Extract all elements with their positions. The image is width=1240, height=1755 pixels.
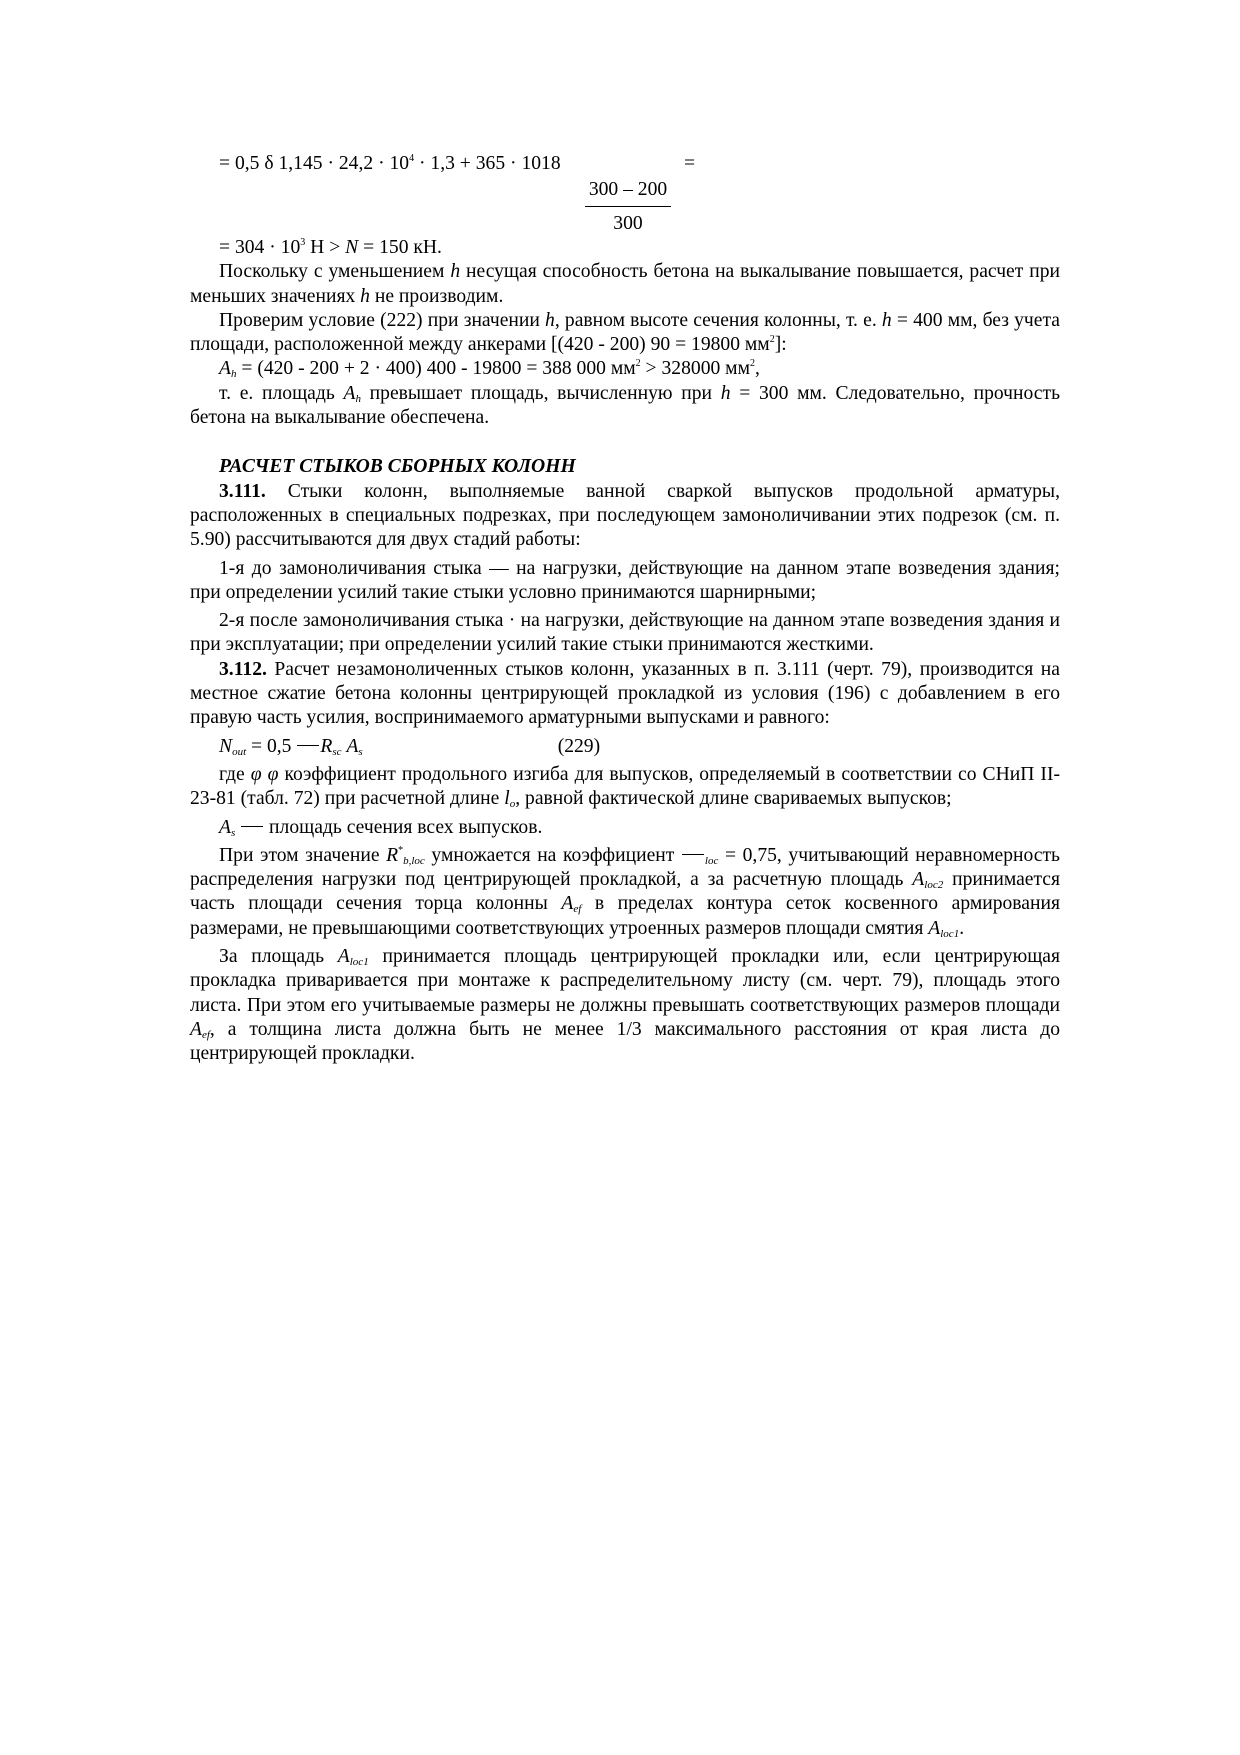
paragraph-as bbox=[190, 816, 1060, 840]
symbol-a: A bbox=[561, 893, 574, 915]
text-span: = 304 · 10 bbox=[219, 237, 301, 258]
symbol-h: h bbox=[545, 309, 555, 331]
text-span: принимается часть площади сечения торца колонны bbox=[190, 869, 1060, 915]
paragraph-phi bbox=[190, 763, 1060, 812]
paragraph-rbloc bbox=[190, 844, 1060, 941]
paragraph-3111 bbox=[190, 480, 1060, 553]
exponent: 2 bbox=[635, 358, 641, 370]
text-span: Расчет незамоноличенных стыков колонн, указанных в п. 3.111 (черт. 79), производится на местное сжатие бетона колонны центрирующей прокладкой из условия (196) с добавлением в его правую часть усилия, воспринимаемого арматурными выпусками и равного: bbox=[190, 658, 1060, 729]
text-span: При этом значение bbox=[219, 844, 387, 866]
paragraph-stage-1: 1-я до замоноличивания стыка — на нагрузки, действующие на данном этапе возведения здания; при определении усилий такие стыки условно принимаются шарнирными; bbox=[190, 557, 1060, 603]
clause-number: 3.112. bbox=[219, 658, 267, 680]
formula-equals: = bbox=[684, 153, 696, 174]
subscript: sc bbox=[332, 745, 342, 758]
symbol-a: A bbox=[219, 358, 231, 380]
text-span: не производим. bbox=[369, 285, 504, 307]
text-span: , равном высоте сечения колонны, т. е. bbox=[554, 309, 882, 331]
subscript: ef bbox=[573, 903, 582, 916]
dash-glyph bbox=[241, 826, 263, 827]
symbol-l: l bbox=[504, 788, 510, 810]
text-span: несущая способность бетона на выкалывание повышается, расчет при меньших значениях bbox=[190, 261, 1060, 307]
subscript: ef bbox=[201, 1028, 210, 1041]
text-span: , а толщина листа должна быть не менее 1/3 максимального расстояния от края листа до центрирующей прокладки. bbox=[190, 1018, 1060, 1065]
subscript: out bbox=[232, 745, 247, 758]
exponent: 2 bbox=[769, 334, 775, 346]
paragraph-area bbox=[190, 382, 1060, 431]
formula-line-1 bbox=[219, 152, 561, 176]
subscript: loc1 bbox=[349, 956, 369, 969]
text-span: > 328000 мм bbox=[640, 358, 750, 380]
text-span: = 300 мм. Следовательно, прочность бетона на выкалывание обеспечена. bbox=[190, 382, 1060, 429]
text-span: = 400 мм, без учета площади, расположенной между анкерами [(420 - 200) 90 = 19800 мм bbox=[190, 309, 1060, 356]
section-heading: РАСЧЕТ СТЫКОВ СБОРНЫХ КОЛОНН bbox=[219, 456, 576, 478]
subscript: s bbox=[358, 745, 363, 758]
equation-number: (229) bbox=[557, 735, 601, 757]
fraction-numerator: 300 – 200 bbox=[585, 178, 671, 207]
symbol-h: h bbox=[360, 285, 370, 307]
subscript: loc2 bbox=[924, 879, 944, 892]
text-span: Поскольку с уменьшением bbox=[219, 261, 451, 283]
paragraph-check bbox=[190, 309, 1060, 358]
text-span: где bbox=[219, 763, 251, 785]
symbol-a: A bbox=[928, 917, 941, 939]
text-span: = 0,5 bbox=[246, 735, 297, 757]
symbol-n: N bbox=[345, 237, 359, 258]
symbol-h: h bbox=[450, 261, 461, 283]
text-span: Проверим условие (222) при значении bbox=[219, 309, 546, 331]
symbol-a: A bbox=[343, 382, 356, 404]
text-span: = 150 кН. bbox=[358, 237, 442, 258]
text-span: = 0,75, учитывающий неравномерность распределения нагрузки под центрирующей прокладкой, а за расчетную площадь bbox=[190, 844, 1060, 891]
text-span: = (420 - 200 + 2 · 400) 400 - 19800 = 388 000 мм bbox=[236, 358, 636, 380]
symbol-a: A bbox=[190, 1018, 202, 1040]
superscript: * bbox=[398, 844, 404, 856]
symbol-a: A bbox=[219, 816, 231, 838]
symbol-r: R bbox=[386, 844, 399, 866]
text-span: . bbox=[959, 917, 965, 939]
paragraph-stage-2: 2-я после замоноличивания стыка · на нагрузки, действующие на данном этапе возведения здания и при эксплуатации; при определении усилий такие стыки принимаются жесткими. bbox=[190, 610, 1060, 656]
paragraph-3112 bbox=[190, 658, 1060, 731]
subscript: h bbox=[355, 392, 361, 405]
symbol-r: R bbox=[320, 735, 333, 757]
result-line bbox=[190, 236, 1060, 260]
symbol-h: h bbox=[881, 309, 892, 331]
symbol-phi: φ bbox=[267, 763, 279, 785]
text-span: коэффициент продольного изгиба для выпусков, определяемый в соответствии со СНиП II-23-81 (табл. 72) при расчетной длине bbox=[190, 763, 1061, 810]
text-span: За площадь bbox=[219, 946, 338, 968]
phi-glyph-placeholder bbox=[297, 745, 319, 746]
formula-ah bbox=[190, 357, 1060, 381]
text-span: Н > bbox=[305, 237, 346, 258]
subscript: loc bbox=[704, 854, 719, 867]
subscript: h bbox=[230, 368, 237, 381]
formula-text: · 1,3 + 365 · 1018 bbox=[414, 153, 561, 174]
text-span: Стыки колонн, выполняемые ванной сваркой выпусков продольной арматуры, расположенных в специальных подрезках, при последующем замоноличивании этих подрезок (см. п. 5.90) рассчитываются для двух стадий работы: bbox=[190, 480, 1060, 551]
text-span: в пределах контура сеток косвенного армирования размерами, не превышающими соответствующих утроенных размеров площади смятия bbox=[190, 893, 1060, 939]
paragraph-decrease bbox=[190, 260, 1060, 309]
text-span: , равной фактической длине свариваемых выпусков; bbox=[515, 788, 952, 810]
symbol-a: A bbox=[346, 735, 359, 757]
text-span: умножается на коэффициент bbox=[424, 844, 681, 866]
symbol-h: h bbox=[720, 382, 731, 404]
psi-glyph-placeholder bbox=[682, 854, 704, 855]
fraction-denominator: 300 bbox=[613, 213, 643, 234]
symbol-a: A bbox=[912, 869, 925, 891]
subscript: o bbox=[509, 798, 516, 811]
body-text bbox=[190, 236, 1060, 1067]
paragraph-aloc1 bbox=[190, 945, 1060, 1066]
symbol-n: N bbox=[219, 735, 233, 757]
subscript: loc1 bbox=[940, 927, 960, 940]
text-span: принимается площадь центрирующей прокладки или, если центрирующая прокладка приваривается при монтаже к распределительному листу (см. черт. 79), площадь этого листа. При этом его учитываемые размеры не должны превышать соответствующих размеров площади bbox=[190, 946, 1061, 1016]
text-span: площадь сечения всех выпусков. bbox=[264, 816, 543, 838]
exponent: 2 bbox=[749, 358, 755, 370]
formula-text: = 0,5 δ 1,145 · 24,2 · 10 bbox=[219, 153, 410, 174]
formula-nout bbox=[190, 735, 1060, 759]
text-span: , bbox=[754, 358, 760, 380]
symbol-phi: φ bbox=[250, 763, 262, 785]
text-span: т. е. площадь bbox=[219, 382, 344, 404]
text-span: превышает площадь, вычисленную при bbox=[360, 382, 721, 404]
subscript: b,loc bbox=[403, 854, 425, 867]
text-span: ]: bbox=[774, 334, 787, 356]
clause-number: 3.111. bbox=[219, 480, 266, 502]
subscript: s bbox=[230, 826, 236, 839]
symbol-a: A bbox=[337, 946, 350, 968]
exponent: 3 bbox=[300, 237, 306, 248]
exponent: 4 bbox=[409, 153, 415, 164]
